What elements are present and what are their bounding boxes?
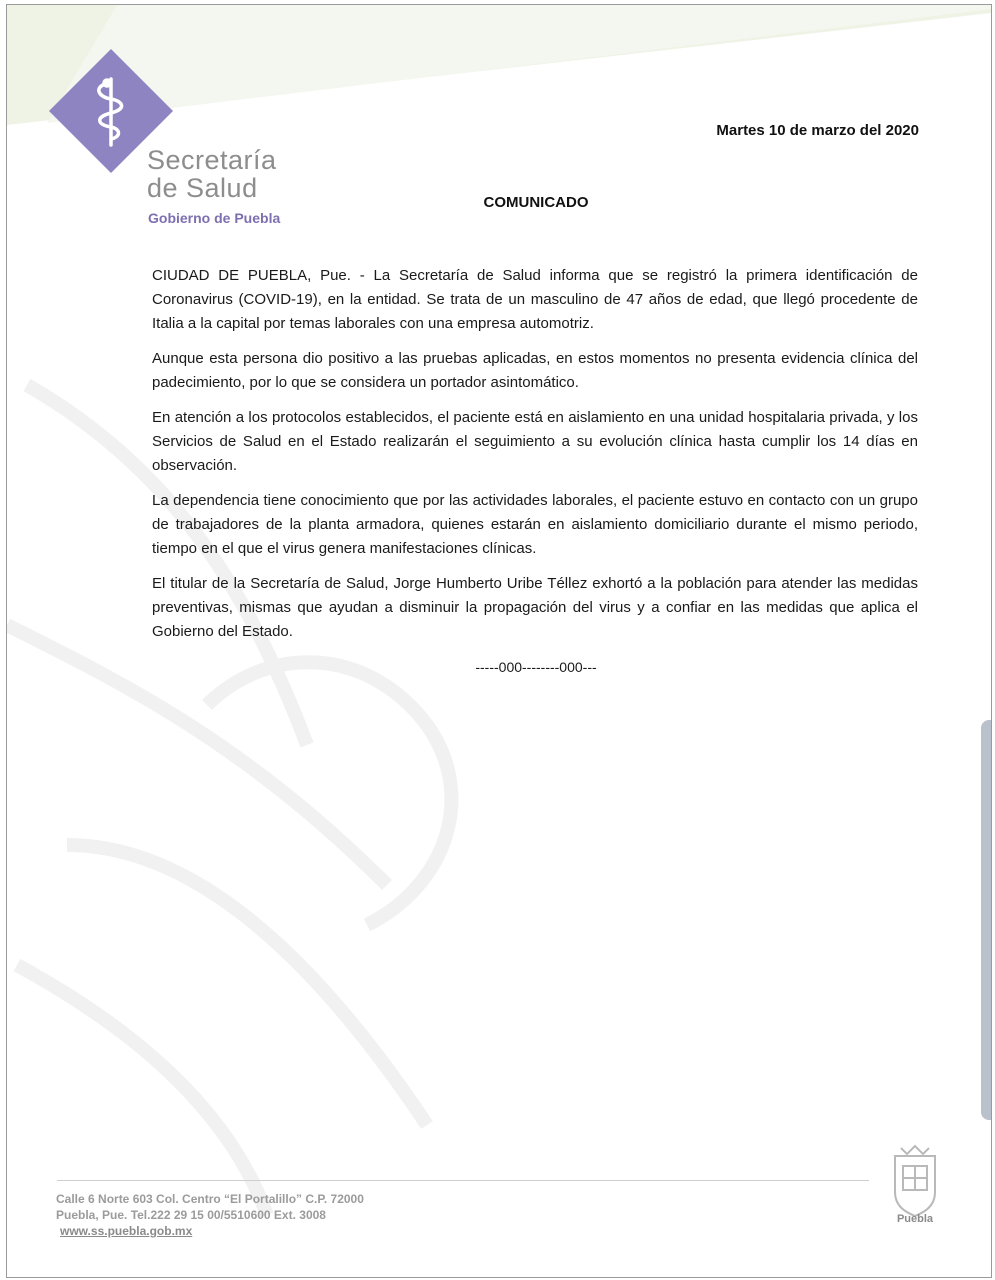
brand-name-line1: Secretaría (147, 145, 277, 175)
paragraph: Aunque esta persona dio positivo a las pruebas aplicadas, en estos momentos no presenta evidencia clínica del padecimiento, por lo que se considera un portador asintomático. (152, 350, 918, 391)
document-date: Martes 10 de marzo del 2020 (716, 122, 919, 139)
paragraph: La dependencia tiene conocimiento que por las actividades laborales, el paciente estuvo en contacto con un grupo de trabajadores de la planta armadora, quienes estarán en aislamiento domiciliario durante el mismo periodo, tiempo en el que el virus genera manifestaciones clínicas. (152, 492, 918, 557)
document-page (6, 4, 992, 1278)
end-separator: -----000--------000--- (475, 659, 597, 675)
footer-website-link[interactable]: www.ss.puebla.gob.mx (60, 1224, 193, 1238)
footer-divider (57, 1180, 869, 1181)
footer-phone: Puebla, Pue. Tel.222 29 15 00/5510600 Ext. 3008 (56, 1208, 326, 1222)
paragraph: CIUDAD DE PUEBLA, Pue. - La Secretaría de Salud informa que se registró la primera identificación de Coronavirus (COVID-19), en la entidad. Se trata de un masculino de 47 años de edad, que llegó procedente de Italia a la capital por temas laborales con una empresa automotriz. (152, 267, 918, 332)
footer-contact (56, 1191, 364, 1239)
side-tab (981, 720, 992, 1120)
crest-label: Puebla (896, 1213, 934, 1225)
footer-address: Calle 6 Norte 603 Col. Centro “El Portalillo” C.P. 72000 (56, 1192, 364, 1206)
brand-name-line2: de Salud (147, 173, 258, 203)
paragraph: En atención a los protocolos establecidos, el paciente está en aislamiento en una unidad hospitalaria privada, y los Servicios de Salud en el Estado realizarán el seguimiento a su evolución clínica hasta cumplir los 14 días en observación. (152, 409, 918, 474)
document-title: COMUNICADO (483, 194, 589, 211)
brand-subtitle: Gobierno de Puebla (148, 210, 281, 226)
document-body (152, 264, 918, 655)
paragraph: El titular de la Secretaría de Salud, Jorge Humberto Uribe Téllez exhortó a la población para atender las medidas preventivas, mismas que ayudan a disminuir la propagación del virus y a confiar en las medidas que aplica el Gobierno del Estado. (152, 575, 918, 640)
